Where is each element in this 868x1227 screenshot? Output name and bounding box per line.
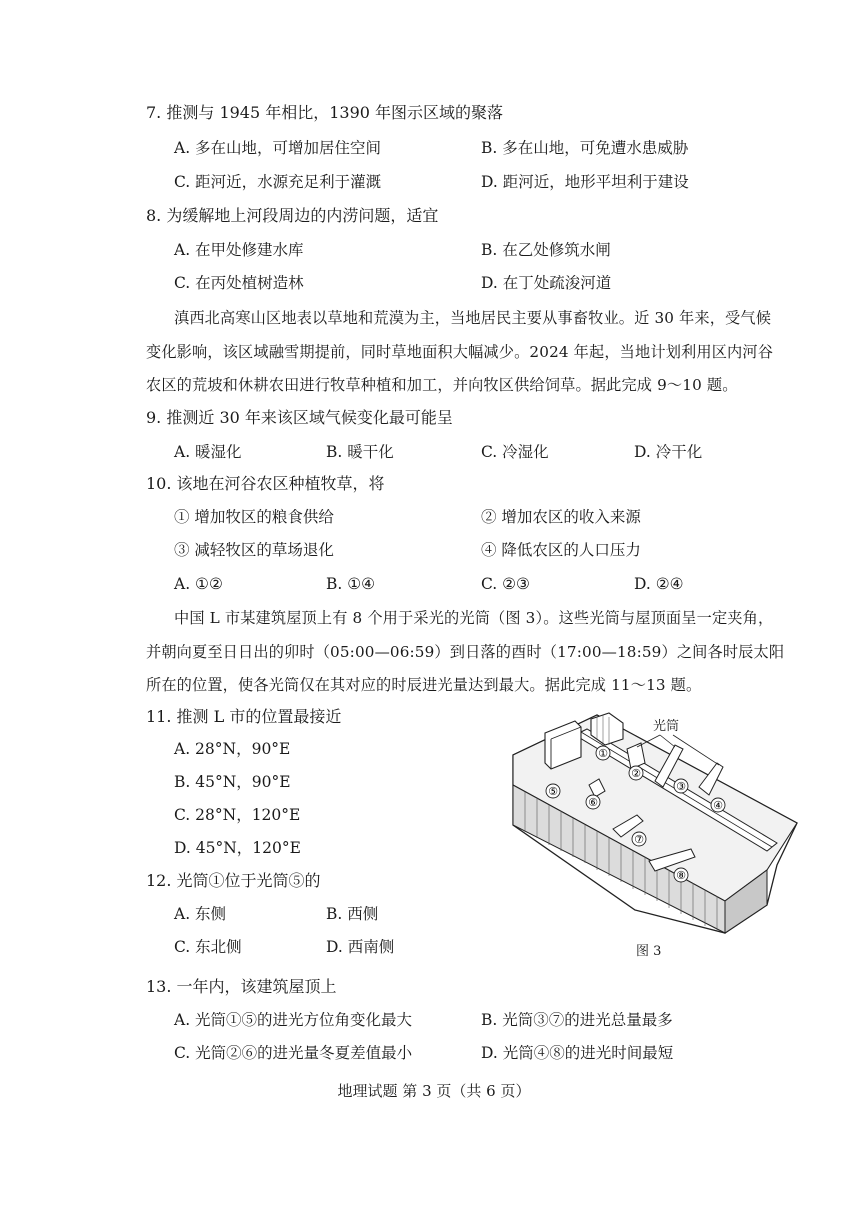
passage1-line1: 滇西北高寒山区地表以草地和荒漠为主，当地居民主要从事畜牧业。近 30 年来，受气候 xyxy=(174,309,772,327)
q9-stem: 9. 推测近 30 年来该区域气候变化最可能呈 xyxy=(146,408,453,427)
q7-option-d[interactable]: D. 距河近，地形平坦利于建设 xyxy=(481,173,689,191)
q8-option-d[interactable]: D. 在丁处疏浚河道 xyxy=(481,274,612,292)
marker-3: ③ xyxy=(676,780,686,793)
figure-3 xyxy=(505,705,805,945)
passage1-line2: 变化影响，该区域融雪期提前，同时草地面积大幅减少。2024 年起，当地计划利用区内河谷 xyxy=(146,343,774,361)
q10-statement-1: ① 增加牧区的粮食供给 xyxy=(174,508,334,526)
q10-option-c[interactable]: C. ②③ xyxy=(481,575,530,593)
q10-statement-4: ④ 降低农区的人口压力 xyxy=(481,541,641,559)
light-tube-label: 光筒 xyxy=(653,719,680,734)
q12-stem: 12. 光筒①位于光筒⑤的 xyxy=(146,871,321,890)
q13-option-d[interactable]: D. 光筒④⑧的进光时间最短 xyxy=(481,1044,674,1062)
passage2-line1: 中国 L 市某建筑屋顶上有 8 个用于采光的光筒（图 3）。这些光筒与屋顶面呈一定夹角， xyxy=(174,609,774,627)
q8-option-a[interactable]: A. 在甲处修建水库 xyxy=(174,241,304,259)
marker-7: ⑦ xyxy=(634,833,644,846)
q12-option-d[interactable]: D. 西南侧 xyxy=(326,938,395,956)
q8-option-b[interactable]: B. 在乙处修筑水闸 xyxy=(481,241,611,259)
passage2-line3: 所在的位置，使各光筒仅在其对应的时辰进光量达到最大。据此完成 11～13 题。 xyxy=(146,676,702,694)
q7-option-a[interactable]: A. 多在山地，可增加居住空间 xyxy=(174,139,382,157)
passage1-line3: 农区的荒坡和休耕农田进行牧草种植和加工，并向牧区供给饲草。据此完成 9～10 题。 xyxy=(146,376,738,394)
q9-option-d[interactable]: D. 冷干化 xyxy=(634,443,703,461)
passage2-line2: 并朝向夏至日日出的卯时（05:00—06:59）到日落的酉时（17:00—18:59）之间各时辰太阳 xyxy=(146,643,785,661)
q8-stem: 8. 为缓解地上河段周边的内涝问题，适宜 xyxy=(146,206,439,225)
q7-stem: 7. 推测与 1945 年相比，1390 年图示区域的聚落 xyxy=(146,103,504,122)
marker-1: ① xyxy=(598,747,608,760)
page-footer: 地理试题 第 3 页（共 6 页） xyxy=(337,1082,531,1100)
q13-option-a[interactable]: A. 光筒①⑤的进光方位角变化最大 xyxy=(174,1011,413,1029)
q10-option-d[interactable]: D. ②④ xyxy=(634,575,684,593)
q11-option-b[interactable]: B. 45°N，90°E xyxy=(174,773,291,791)
marker-5: ⑤ xyxy=(548,785,558,798)
q9-option-b[interactable]: B. 暖干化 xyxy=(326,443,394,461)
q10-option-b[interactable]: B. ①④ xyxy=(326,575,376,593)
marker-4: ④ xyxy=(713,799,723,812)
q13-stem: 13. 一年内，该建筑屋顶上 xyxy=(146,977,337,996)
q13-option-c[interactable]: C. 光筒②⑥的进光量冬夏差值最小 xyxy=(174,1044,413,1062)
q8-option-c[interactable]: C. 在丙处植树造林 xyxy=(174,274,304,292)
q10-stem: 10. 该地在河谷农区种植牧草，将 xyxy=(146,474,385,493)
q10-statement-2: ② 增加农区的收入来源 xyxy=(481,508,641,526)
q10-option-a[interactable]: A. ①② xyxy=(174,575,223,593)
q11-option-c[interactable]: C. 28°N，120°E xyxy=(174,806,301,824)
q10-statement-3: ③ 减轻牧区的草场退化 xyxy=(174,541,334,559)
q11-stem: 11. 推测 L 市的位置最接近 xyxy=(146,707,342,726)
q12-option-b[interactable]: B. 西侧 xyxy=(326,905,379,923)
q11-option-a[interactable]: A. 28°N，90°E xyxy=(174,740,291,758)
marker-8: ⑧ xyxy=(676,869,686,882)
q12-option-a[interactable]: A. 东侧 xyxy=(174,905,227,923)
q9-option-c[interactable]: C. 冷湿化 xyxy=(481,443,549,461)
figure-caption: 图 3 xyxy=(636,944,662,959)
building-roof-illustration xyxy=(505,705,805,945)
marker-2: ② xyxy=(631,767,641,780)
q11-option-d[interactable]: D. 45°N，120°E xyxy=(174,839,301,857)
q7-option-b[interactable]: B. 多在山地，可免遭水患威胁 xyxy=(481,139,689,157)
q9-option-a[interactable]: A. 暖湿化 xyxy=(174,443,242,461)
marker-6: ⑥ xyxy=(588,796,598,809)
q12-option-c[interactable]: C. 东北侧 xyxy=(174,938,242,956)
q7-option-c[interactable]: C. 距河近，水源充足利于灌溉 xyxy=(174,173,382,191)
q13-option-b[interactable]: B. 光筒③⑦的进光总量最多 xyxy=(481,1011,673,1029)
